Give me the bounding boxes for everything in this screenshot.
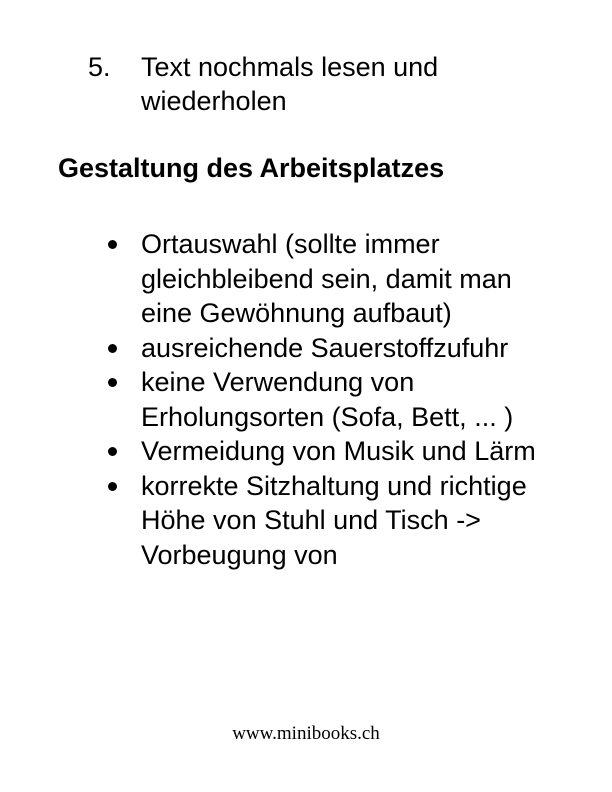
list-number: 5. bbox=[88, 52, 111, 82]
bullet-item-text: korrekte Sitzhaltung und richtige Höhe von Stuhl und Tisch -> Vorbeugung von bbox=[141, 470, 527, 570]
bullet-list-item bbox=[104, 365, 564, 434]
section-heading: Gestaltung des Arbeitsplatzes bbox=[58, 153, 445, 183]
footer-url: www.minibooks.ch bbox=[232, 723, 380, 744]
bullet-list-item bbox=[104, 331, 564, 366]
list-item-text: Text nochmals lesen und wiederholen bbox=[141, 52, 439, 116]
bullet-icon bbox=[108, 447, 117, 456]
bullet-icon bbox=[108, 482, 117, 491]
bullet-icon bbox=[108, 378, 117, 387]
bullet-item-text: ausreichende Sauerstoffzufuhr bbox=[141, 332, 509, 363]
bullet-list-item bbox=[104, 227, 564, 331]
bullet-list bbox=[104, 227, 564, 572]
bullet-icon bbox=[108, 344, 117, 353]
bullet-item-text: Vermeidung von Musik und Lärm bbox=[141, 436, 536, 466]
bullet-icon bbox=[108, 240, 117, 249]
bullet-item-text: keine Verwendung von Erholungsorten (Sofa, Bett, ... ) bbox=[141, 367, 514, 432]
bullet-item-text: Ortauswahl (sollte immer gleichbleibend sein, damit man eine Gewöhnung aufbaut) bbox=[141, 229, 512, 328]
bullet-list-item bbox=[104, 434, 564, 469]
bullet-list-item bbox=[104, 469, 564, 573]
